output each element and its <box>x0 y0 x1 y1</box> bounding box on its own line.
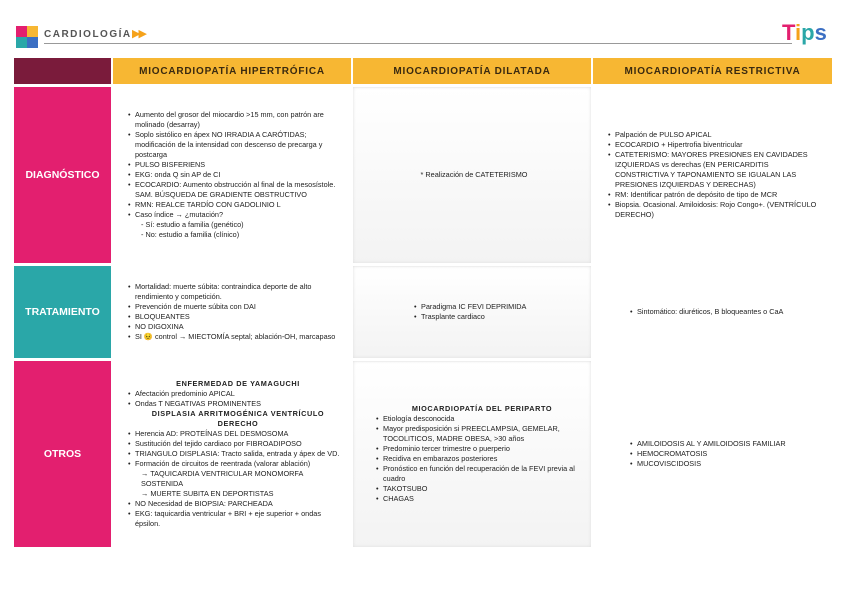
list-item: • NO Necesidad de BIOPSIA: PARCHEADA <box>135 499 341 509</box>
list-item: • Herencia AD: PROTEÍNAS DEL DESMOSOMA <box>135 429 341 439</box>
list-item: • BLOQUEANTES <box>135 312 341 322</box>
list-item: • Afectación predominio APICAL <box>135 389 341 399</box>
list-item: • ECOCARDIO: Aumento obstrucción al final de la mesosístole. SAM. BÚSQUEDA DE GRADIENTE OBSTRUCTIVO <box>135 180 341 200</box>
list-item: • CATETERISMO: MAYORES PRESIONES EN CAVIDADES IZQUIERDAS vs derechas (EN PERICARDITIS CONSTRICTIVA Y TAPONAMIENTO SE IGUALAN LAS PRESIONES IZQUIERDAS Y DERECHAS) <box>615 150 822 190</box>
cell-otros-dilatada <box>352 360 592 548</box>
list-item: • CHAGAS <box>383 494 581 504</box>
list-item: • Paradigma IC FEVI DEPRIMIDA <box>421 302 581 312</box>
list-item: • Recidiva en embarazos posteriores <box>383 454 581 464</box>
list-item: • Mortalidad: muerte súbita: contraindica deporte de alto rendimiento y competición. <box>135 282 341 302</box>
list-item: • Sintomático: diuréticos, B bloqueantes o CaA <box>637 307 822 317</box>
brand-logo-icon <box>16 26 38 48</box>
cell-diagnostico-dilatada <box>352 86 592 265</box>
column-header-hipertrofica: MIOCARDIOPATÍA HIPERTRÓFICA <box>112 58 352 86</box>
column-header-restrictiva: MIOCARDIOPATÍA RESTRICTIVA <box>592 58 832 86</box>
list-item: • Palpación de PULSO APICAL <box>615 130 822 140</box>
double-arrow-icon: ▶▶ <box>132 28 145 40</box>
cell-diagnostico-restrictiva <box>592 86 832 265</box>
row-header-otros: OTROS <box>14 360 112 548</box>
tips-logo: Tips <box>782 20 827 45</box>
list-item: • Formación de circuitos de reentrada (valorar ablación) <box>135 459 341 469</box>
list-item: • RM: Identificar patrón de depósito de tipo de MCR <box>615 190 822 200</box>
list-item: → TAQUICARDIA VENTRICULAR MONOMORFA SOSTENIDA <box>141 469 303 488</box>
list-item: DISPLASIA ARRITMOGÉNICA VENTRÍCULO DERECHO <box>151 409 325 428</box>
table-corner <box>14 58 112 86</box>
list-item: • ECOCARDIO + Hipertrofia biventricular <box>615 140 822 150</box>
list-item: • AMILOIDOSIS AL Y AMILOIDOSIS FAMILIAR <box>637 439 822 449</box>
cell-text: * Realización de CATETERISMO <box>420 170 528 179</box>
page-header <box>14 22 834 52</box>
list-item: → MUERTE SUBITA EN DEPORTISTAS <box>141 489 274 498</box>
list-item: • PULSO BISFERIENS <box>135 160 341 170</box>
cell-tratamiento-hipertrofica <box>112 265 352 360</box>
row-header-tratamiento: TRATAMIENTO <box>14 265 112 360</box>
list-item: • EKG: taquicardia ventricular + BRI + eje superior + ondas épsilon. <box>135 509 341 529</box>
list-item: • Predominio tercer trimestre o puerperio <box>383 444 581 454</box>
cell-tratamiento-restrictiva <box>592 265 832 360</box>
cell-otros-hipertrofica <box>112 360 352 548</box>
list-item: • MUCOVISCIDOSIS <box>637 459 822 469</box>
list-item: • Aumento del grosor del miocardio >15 mm, con patrón are molinado (desarray) <box>135 110 341 130</box>
header-divider <box>44 43 792 44</box>
list-item: • Biopsia. Ocasional. Amiloidosis: Rojo Congo+. (VENTRÍCULO DERECHO) <box>615 200 822 220</box>
list-item: • RMN: REALCE TARDÍO CON GADOLINIO L <box>135 200 341 210</box>
list-item: • Mayor predisposición si PREECLAMPSIA, GEMELAR, TOCOLITICOS, MADRE OBESA, >30 años <box>383 424 581 444</box>
cardiomyopathy-table <box>14 58 832 547</box>
list-item: • Etiología desconocida <box>383 414 581 424</box>
list-item: • TAKOTSUBO <box>383 484 581 494</box>
list-item: • EKG: onda Q sin AP de CI <box>135 170 341 180</box>
list-item: ENFERMEDAD DE YAMAGUCHI <box>176 379 300 388</box>
list-item: • TRIANGULO DISPLASIA: Tracto salida, entrada y ápex de VD. <box>135 449 341 459</box>
row-header-diagnostico: DIAGNÓSTICO <box>14 86 112 265</box>
list-item: • HEMOCROMATOSIS <box>637 449 822 459</box>
list-item: - Sí: estudio a familia (genético) <box>141 220 244 229</box>
list-item: • Caso índice → ¿mutación? <box>135 210 341 220</box>
list-item: • Soplo sistólico en ápex NO IRRADIA A CARÓTIDAS; modificación de la intensidad con descenso de precarga y postcarga <box>135 130 341 160</box>
list-item: • Sustitución del tejido cardiaco por FIBROADIPOSO <box>135 439 341 449</box>
cell-diagnostico-hipertrofica <box>112 86 352 265</box>
list-item: • Trasplante cardiaco <box>421 312 581 322</box>
list-item: • SI 😣 control → MIECTOMÍA septal; ablación-OH, marcapaso <box>135 332 341 342</box>
list-item: MIOCARDIOPATÍA DEL PERIPARTO <box>411 404 553 413</box>
list-item: • Ondas T NEGATIVAS PROMINENTES <box>135 399 341 409</box>
column-header-dilatada: MIOCARDIOPATÍA DILATADA <box>352 58 592 86</box>
cell-otros-restrictiva <box>592 360 832 548</box>
list-item: • Prevención de muerte súbita con DAI <box>135 302 341 312</box>
list-item: • Pronóstico en función del recuperación de la FEVI previa al cuadro <box>383 464 581 484</box>
list-item: • NO DIGOXINA <box>135 322 341 332</box>
section-title: CARDIOLOGÍA <box>44 29 132 40</box>
list-item: - No: estudio a familia (clínico) <box>141 230 240 239</box>
cell-tratamiento-dilatada <box>352 265 592 360</box>
